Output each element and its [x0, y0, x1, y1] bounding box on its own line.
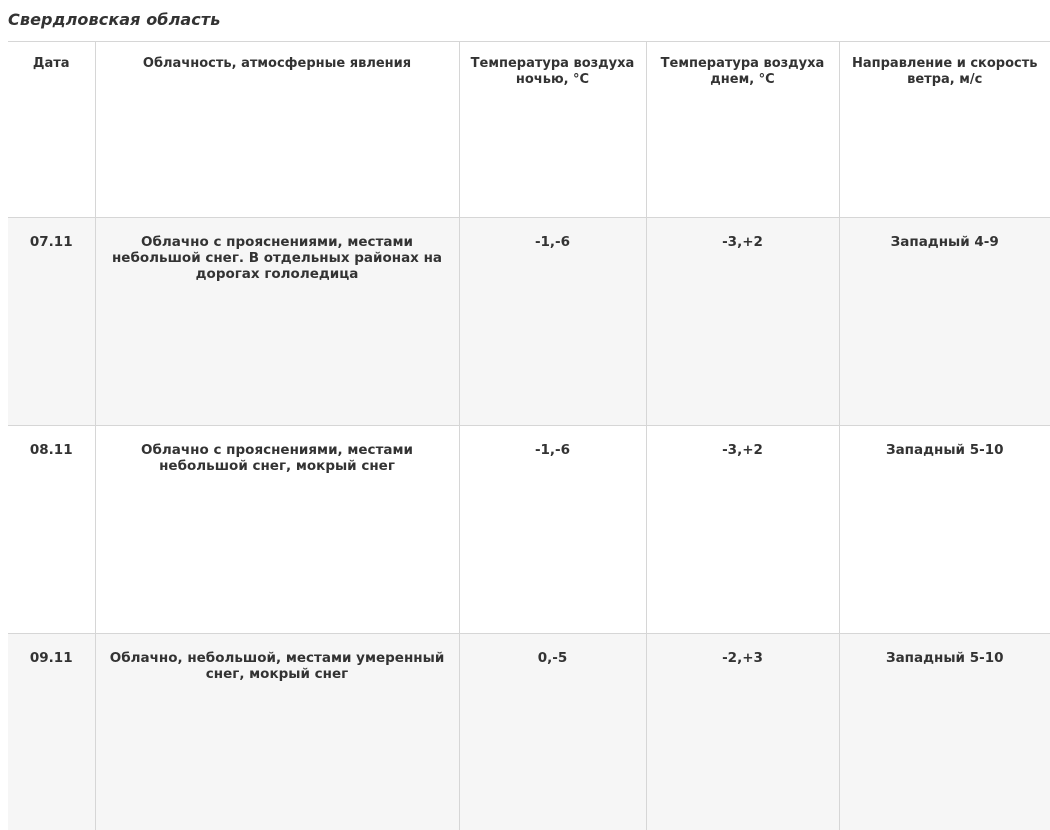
table-row	[8, 426, 1050, 634]
column-header-date: Дата	[8, 42, 95, 218]
cell-wind: Западный 5-10	[839, 634, 1050, 830]
column-header-temp-day: Температура воздуха днем, °C	[646, 42, 839, 218]
cell-wind: Западный 5-10	[839, 426, 1050, 634]
column-header-clouds: Облачность, атмосферные явления	[95, 42, 459, 218]
table-header	[8, 42, 1050, 218]
table-row	[8, 218, 1050, 426]
cell-temp-day: -2,+3	[646, 634, 839, 830]
cell-date: 08.11	[8, 426, 95, 634]
cell-clouds: Облачно, небольшой, местами умеренный снег, мокрый снег	[95, 634, 459, 830]
forecast-table	[8, 41, 1050, 830]
column-header-temp-night: Температура воздуха ночью, °C	[459, 42, 646, 218]
table-row	[8, 634, 1050, 830]
cell-temp-day: -3,+2	[646, 218, 839, 426]
column-header-wind: Направление и скорость ветра, м/с	[839, 42, 1050, 218]
cell-clouds: Облачно с прояснениями, местами небольшой снег. В отдельных районах на дорогах гололедица	[95, 218, 459, 426]
cell-temp-day: -3,+2	[646, 426, 839, 634]
cell-temp-night: -1,-6	[459, 218, 646, 426]
region-title: Свердловская область	[8, 10, 221, 29]
cell-date: 07.11	[8, 218, 95, 426]
cell-temp-night: 0,-5	[459, 634, 646, 830]
cell-clouds: Облачно с прояснениями, местами небольшой снег, мокрый снег	[95, 426, 459, 634]
cell-temp-night: -1,-6	[459, 426, 646, 634]
cell-date: 09.11	[8, 634, 95, 830]
table-body	[8, 218, 1050, 830]
header-row	[8, 42, 1050, 218]
cell-wind: Западный 4-9	[839, 218, 1050, 426]
